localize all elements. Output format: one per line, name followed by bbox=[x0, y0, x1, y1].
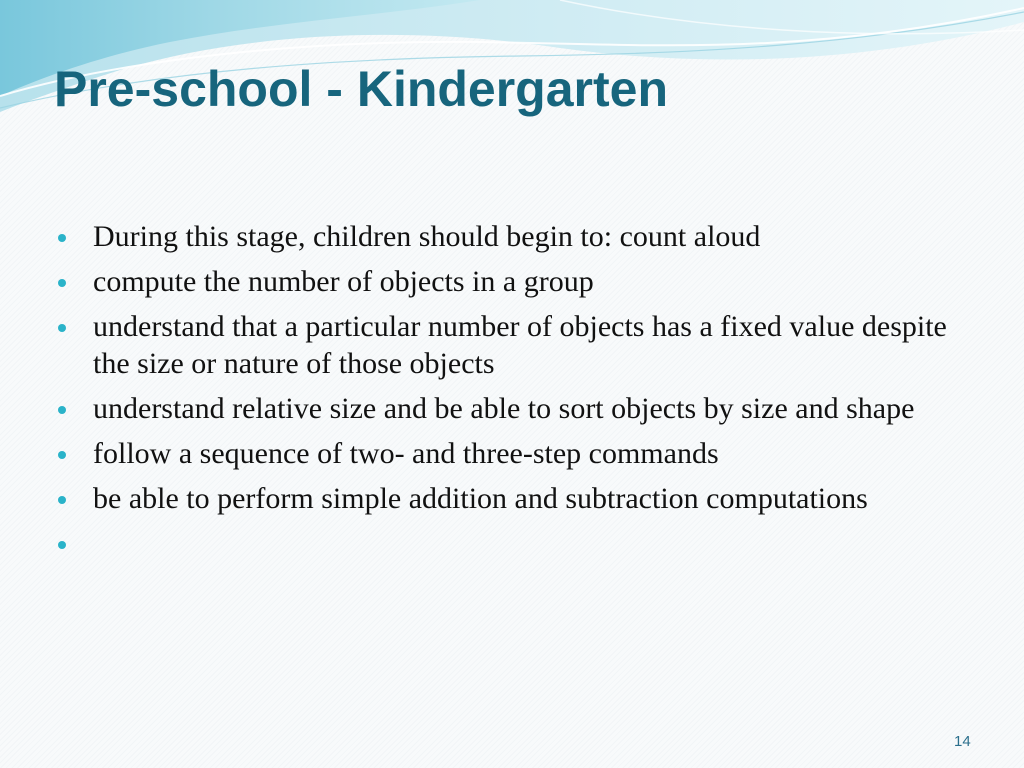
list-item bbox=[58, 263, 958, 300]
bullet-text: follow a sequence of two- and three-step commands bbox=[93, 437, 719, 470]
bullet-text bbox=[93, 525, 958, 562]
bullet-text: During this stage, children should begin to: count aloud bbox=[93, 220, 761, 253]
bullet-dot-icon bbox=[58, 234, 66, 242]
bullet-dot-icon bbox=[58, 541, 66, 549]
bullet-dot-icon bbox=[58, 406, 66, 414]
slide-title: Pre-school - Kindergarten bbox=[54, 61, 668, 117]
list-item bbox=[58, 308, 958, 382]
list-item bbox=[58, 480, 958, 517]
bullet-dot-icon bbox=[58, 451, 66, 459]
list-item bbox=[58, 525, 958, 562]
bullet-dot-icon bbox=[58, 496, 66, 504]
slide-number: 14 bbox=[954, 733, 971, 750]
list-item bbox=[58, 218, 958, 255]
bullet-dot-icon bbox=[58, 324, 66, 332]
list-item bbox=[58, 390, 958, 427]
bullet-list bbox=[58, 218, 958, 570]
bullet-dot-icon bbox=[58, 279, 66, 287]
list-item bbox=[58, 435, 958, 472]
bullet-text: compute the number of objects in a group bbox=[93, 265, 594, 298]
bullet-text: understand relative size and be able to sort objects by size and shape bbox=[93, 392, 915, 425]
bullet-text: be able to perform simple addition and subtraction computations bbox=[93, 482, 868, 515]
bullet-text: understand that a particular number of objects has a fixed value despite the size or nature of those objects bbox=[93, 310, 947, 380]
